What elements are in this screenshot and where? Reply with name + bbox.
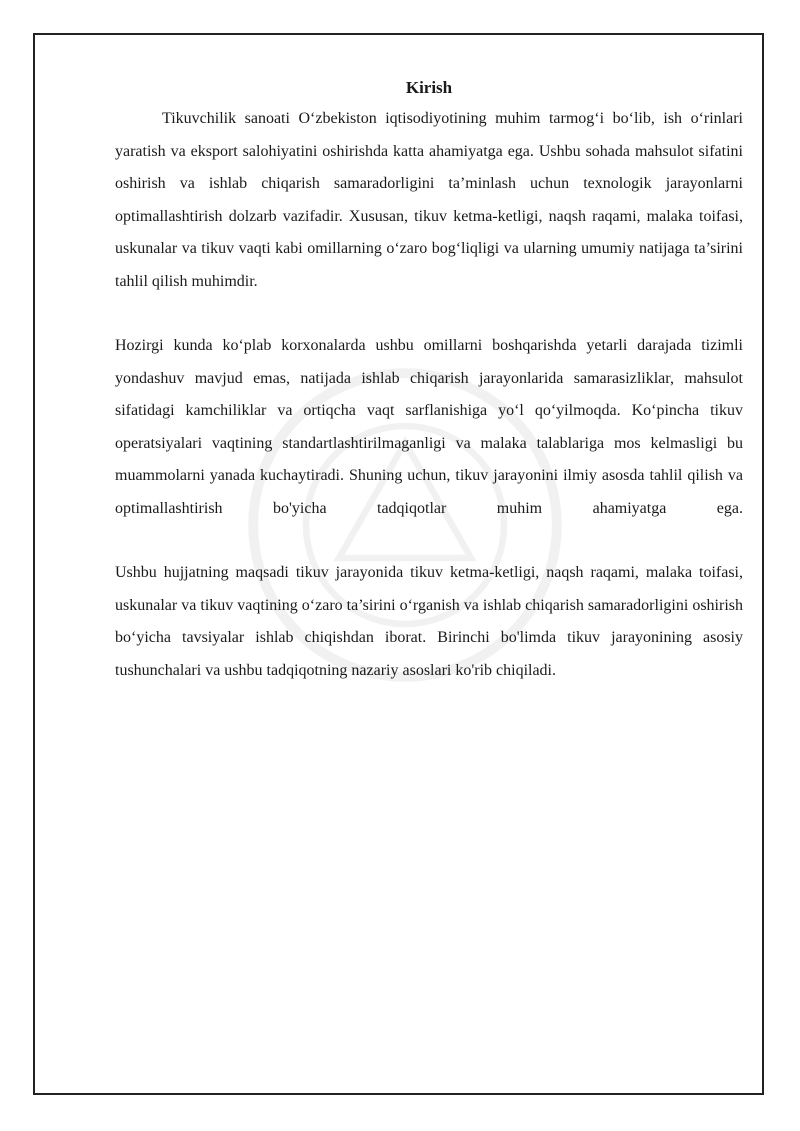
paragraph-goal: Ushbu hujjatning maqsadi tikuv jarayonida tikuv ketma-ketligi, naqsh raqami, malaka toifasi, uskunalar va tikuv vaqtining o‘zaro ta’sirini o‘rganish va ishlab chiqarish samaradorligini oshirish bo‘yicha tavsiyalar ishlab chiqishdan iborat. Birinchi bo'limda tikuv jarayonining asosiy tushunchalari va ushbu tadqiqotning nazariy asoslari ko'rib chiqiladi. <box>115 564 743 679</box>
paragraph-intro: Tikuvchilik sanoati O‘zbekiston iqtisodiyotining muhim tarmog‘i bo‘lib, ish o‘rinlari yaratish va eksport salohiyatini oshirishda katta ahamiyatga ega. Ushbu sohada mahsulot sifatini oshirish va ishlab chiqarish samaradorligini ta’minlash uchun texnologik jarayonlarni optimallashtirish dolzarb vazifadir. Xususan, tikuv ketma-ketligi, naqsh raqami, malaka toifasi, uskunalar va tikuv vaqti kabi omillarning o‘zaro bog‘liqligi va ularning umumiy natijaga ta’sirini tahlil qilish muhimdir. <box>115 110 743 290</box>
paragraph-problem: Hozirgi kunda ko‘plab korxonalarda ushbu omillarni boshqarishda yetarli darajada tizimli yondashuv mavjud emas, natijada ishlab chiqarish jarayonlarida samarasizliklar, mahsulot sifatidagi kamchiliklar va ortiqcha vaqt sarflanishiga yo‘l qo‘yilmoqda. Ko‘pincha tikuv operatsiyalari vaqtining standartlashtirilmaganligi va malaka talablariga mos kelmasligi bu muammolarni yanada kuchaytiradi. Shuning uchun, tikuv jarayonini ilmiy asosda tahlil qilish va optimallashtirish bo'yicha tadqiqotlar muhim ahamiyatga ega. <box>115 337 743 517</box>
document-body <box>115 75 743 687</box>
paragraph-spacer <box>115 525 743 557</box>
paragraph-spacer <box>115 298 743 330</box>
document-title: Kirish <box>405 78 453 97</box>
